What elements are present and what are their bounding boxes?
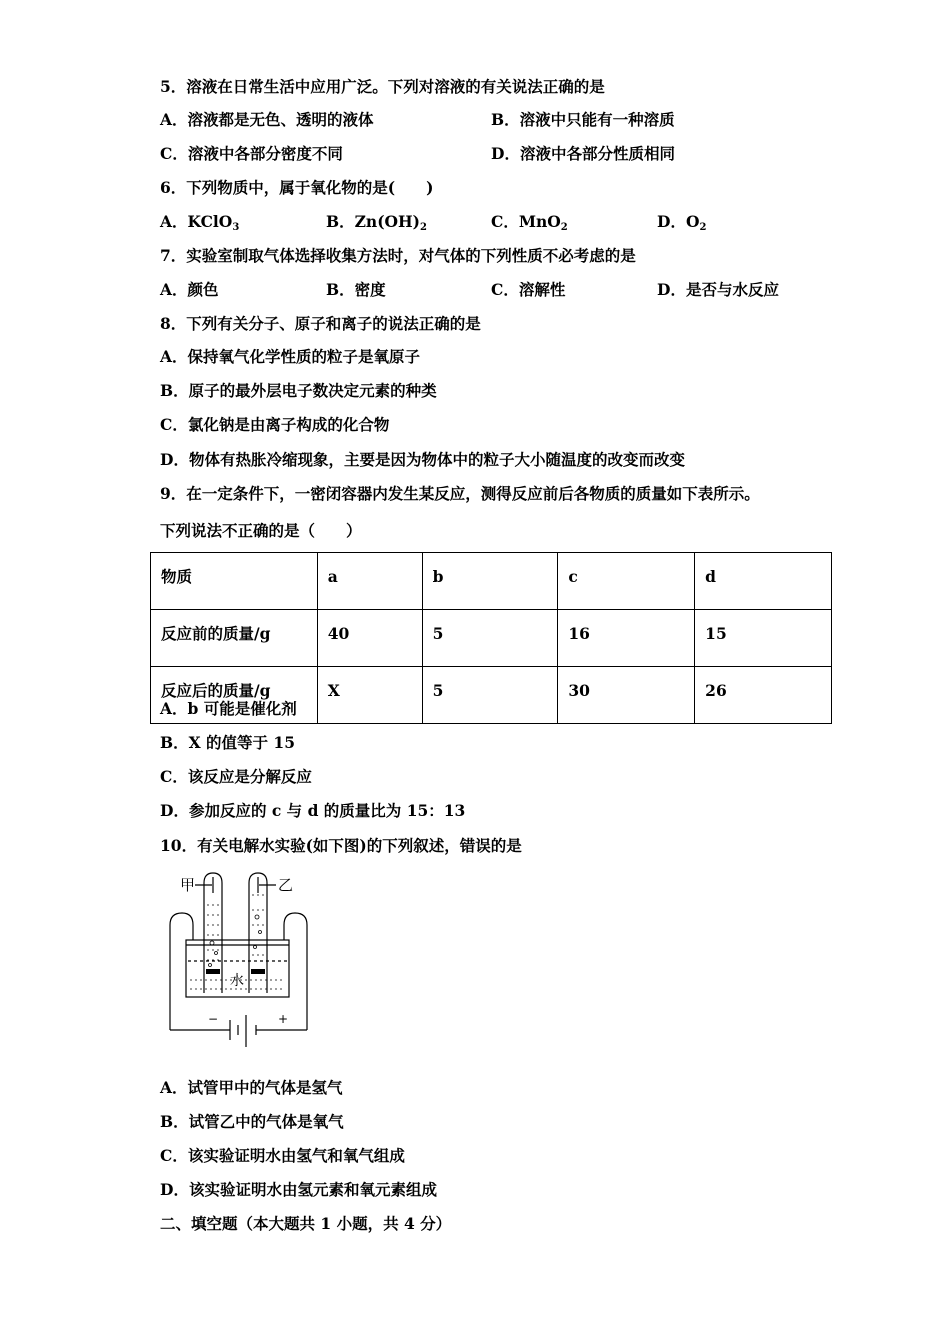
table-cell: X	[317, 667, 422, 724]
table-cell: 15	[695, 610, 832, 667]
table-header-cell: 物质	[151, 553, 318, 610]
table-cell: 5	[422, 610, 558, 667]
label-jia: 甲	[180, 876, 196, 894]
q10-option-c: C．该实验证明水由氢气和氧气组成	[160, 1146, 405, 1165]
q9-stem-2: 下列说法不正确的是（ ）	[160, 521, 362, 540]
table-cell: 26	[695, 667, 832, 724]
q9-option-d: D．参加反应的 c 与 d 的质量比为 15：13	[160, 801, 466, 820]
q9-option-a: A．b 可能是催化剂	[160, 699, 297, 718]
q8-option-d: D．物体有热胀冷缩现象，主要是因为物体中的粒子大小随温度的改变而改变	[160, 450, 685, 469]
table-cell: 反应前的质量/g	[151, 610, 318, 667]
q6-option-a: A．KClO$_3$	[160, 212, 240, 233]
table-header-cell: a	[317, 553, 422, 610]
label-water: 水	[230, 973, 244, 989]
q5-option-d: D．溶液中各部分性质相同	[491, 144, 675, 163]
q9-option-b: B．X 的值等于 15	[160, 733, 295, 752]
q8-option-c: C．氯化钠是由离子构成的化合物	[160, 415, 390, 434]
q7-stem: 7．实验室制取气体选择收集方法时，对气体的下列性质不必考虑的是	[160, 246, 636, 265]
table-row	[151, 610, 832, 667]
table-header-cell: d	[695, 553, 832, 610]
q10-stem: 10．有关电解水实验(如下图)的下列叙述，错误的是	[160, 836, 522, 855]
q5-stem: 5．溶液在日常生活中应用广泛。下列对溶液的有关说法正确的是	[160, 77, 605, 96]
q10-option-b: B．试管乙中的气体是氧气	[160, 1112, 344, 1131]
q8-stem: 8．下列有关分子、原子和离子的说法正确的是	[160, 314, 481, 333]
q5-option-b: B．溶液中只能有一种溶质	[491, 110, 675, 129]
label-yi: 乙	[278, 876, 294, 894]
q10-option-d: D．该实验证明水由氢元素和氧元素组成	[160, 1180, 437, 1199]
table-header-cell: c	[558, 553, 695, 610]
electrolysis-diagram	[160, 865, 320, 1055]
electrode-left	[206, 969, 220, 974]
minus-sign: −	[208, 1012, 219, 1026]
q7-option-c: C．溶解性	[491, 280, 566, 299]
q8-option-b: B．原子的最外层电子数决定元素的种类	[160, 381, 437, 400]
table-cell: 16	[558, 610, 695, 667]
q9-stem: 9．在一定条件下，一密闭容器内发生某反应，测得反应前后各物质的质量如下表所示。	[160, 484, 760, 503]
q7-option-a: A．颜色	[160, 280, 219, 299]
electrode-right	[251, 969, 265, 974]
q7-option-d: D．是否与水反应	[657, 280, 779, 299]
plus-sign: +	[278, 1012, 289, 1026]
table-cell: 40	[317, 610, 422, 667]
section-2-title: 二、填空题（本大题共 1 小题，共 4 分）	[160, 1214, 452, 1233]
q6-stem: 6．下列物质中，属于氧化物的是( )	[160, 178, 434, 197]
q10-option-a: A．试管甲中的气体是氢气	[160, 1078, 343, 1097]
q8-option-a: A．保持氧气化学性质的粒子是氧原子	[160, 347, 421, 366]
table-cell: 反应后的质量/g	[151, 667, 318, 724]
q9-option-c: C．该反应是分解反应	[160, 767, 312, 786]
table-cell: 30	[558, 667, 695, 724]
table-row	[151, 553, 832, 610]
q6-option-d: D．$O_2$	[657, 212, 707, 233]
table-header-cell: b	[422, 553, 558, 610]
table-cell: 5	[422, 667, 558, 724]
q5-option-a: A．溶液都是无色、透明的液体	[160, 110, 374, 129]
q5-option-c: C．溶液中各部分密度不同	[160, 144, 343, 163]
q6-option-b: B．$Zn(OH)_2$	[326, 212, 427, 233]
q6-option-c: C．MnO$_2$	[491, 212, 568, 233]
q7-option-b: B．密度	[326, 280, 386, 299]
left-wire	[170, 913, 193, 1030]
